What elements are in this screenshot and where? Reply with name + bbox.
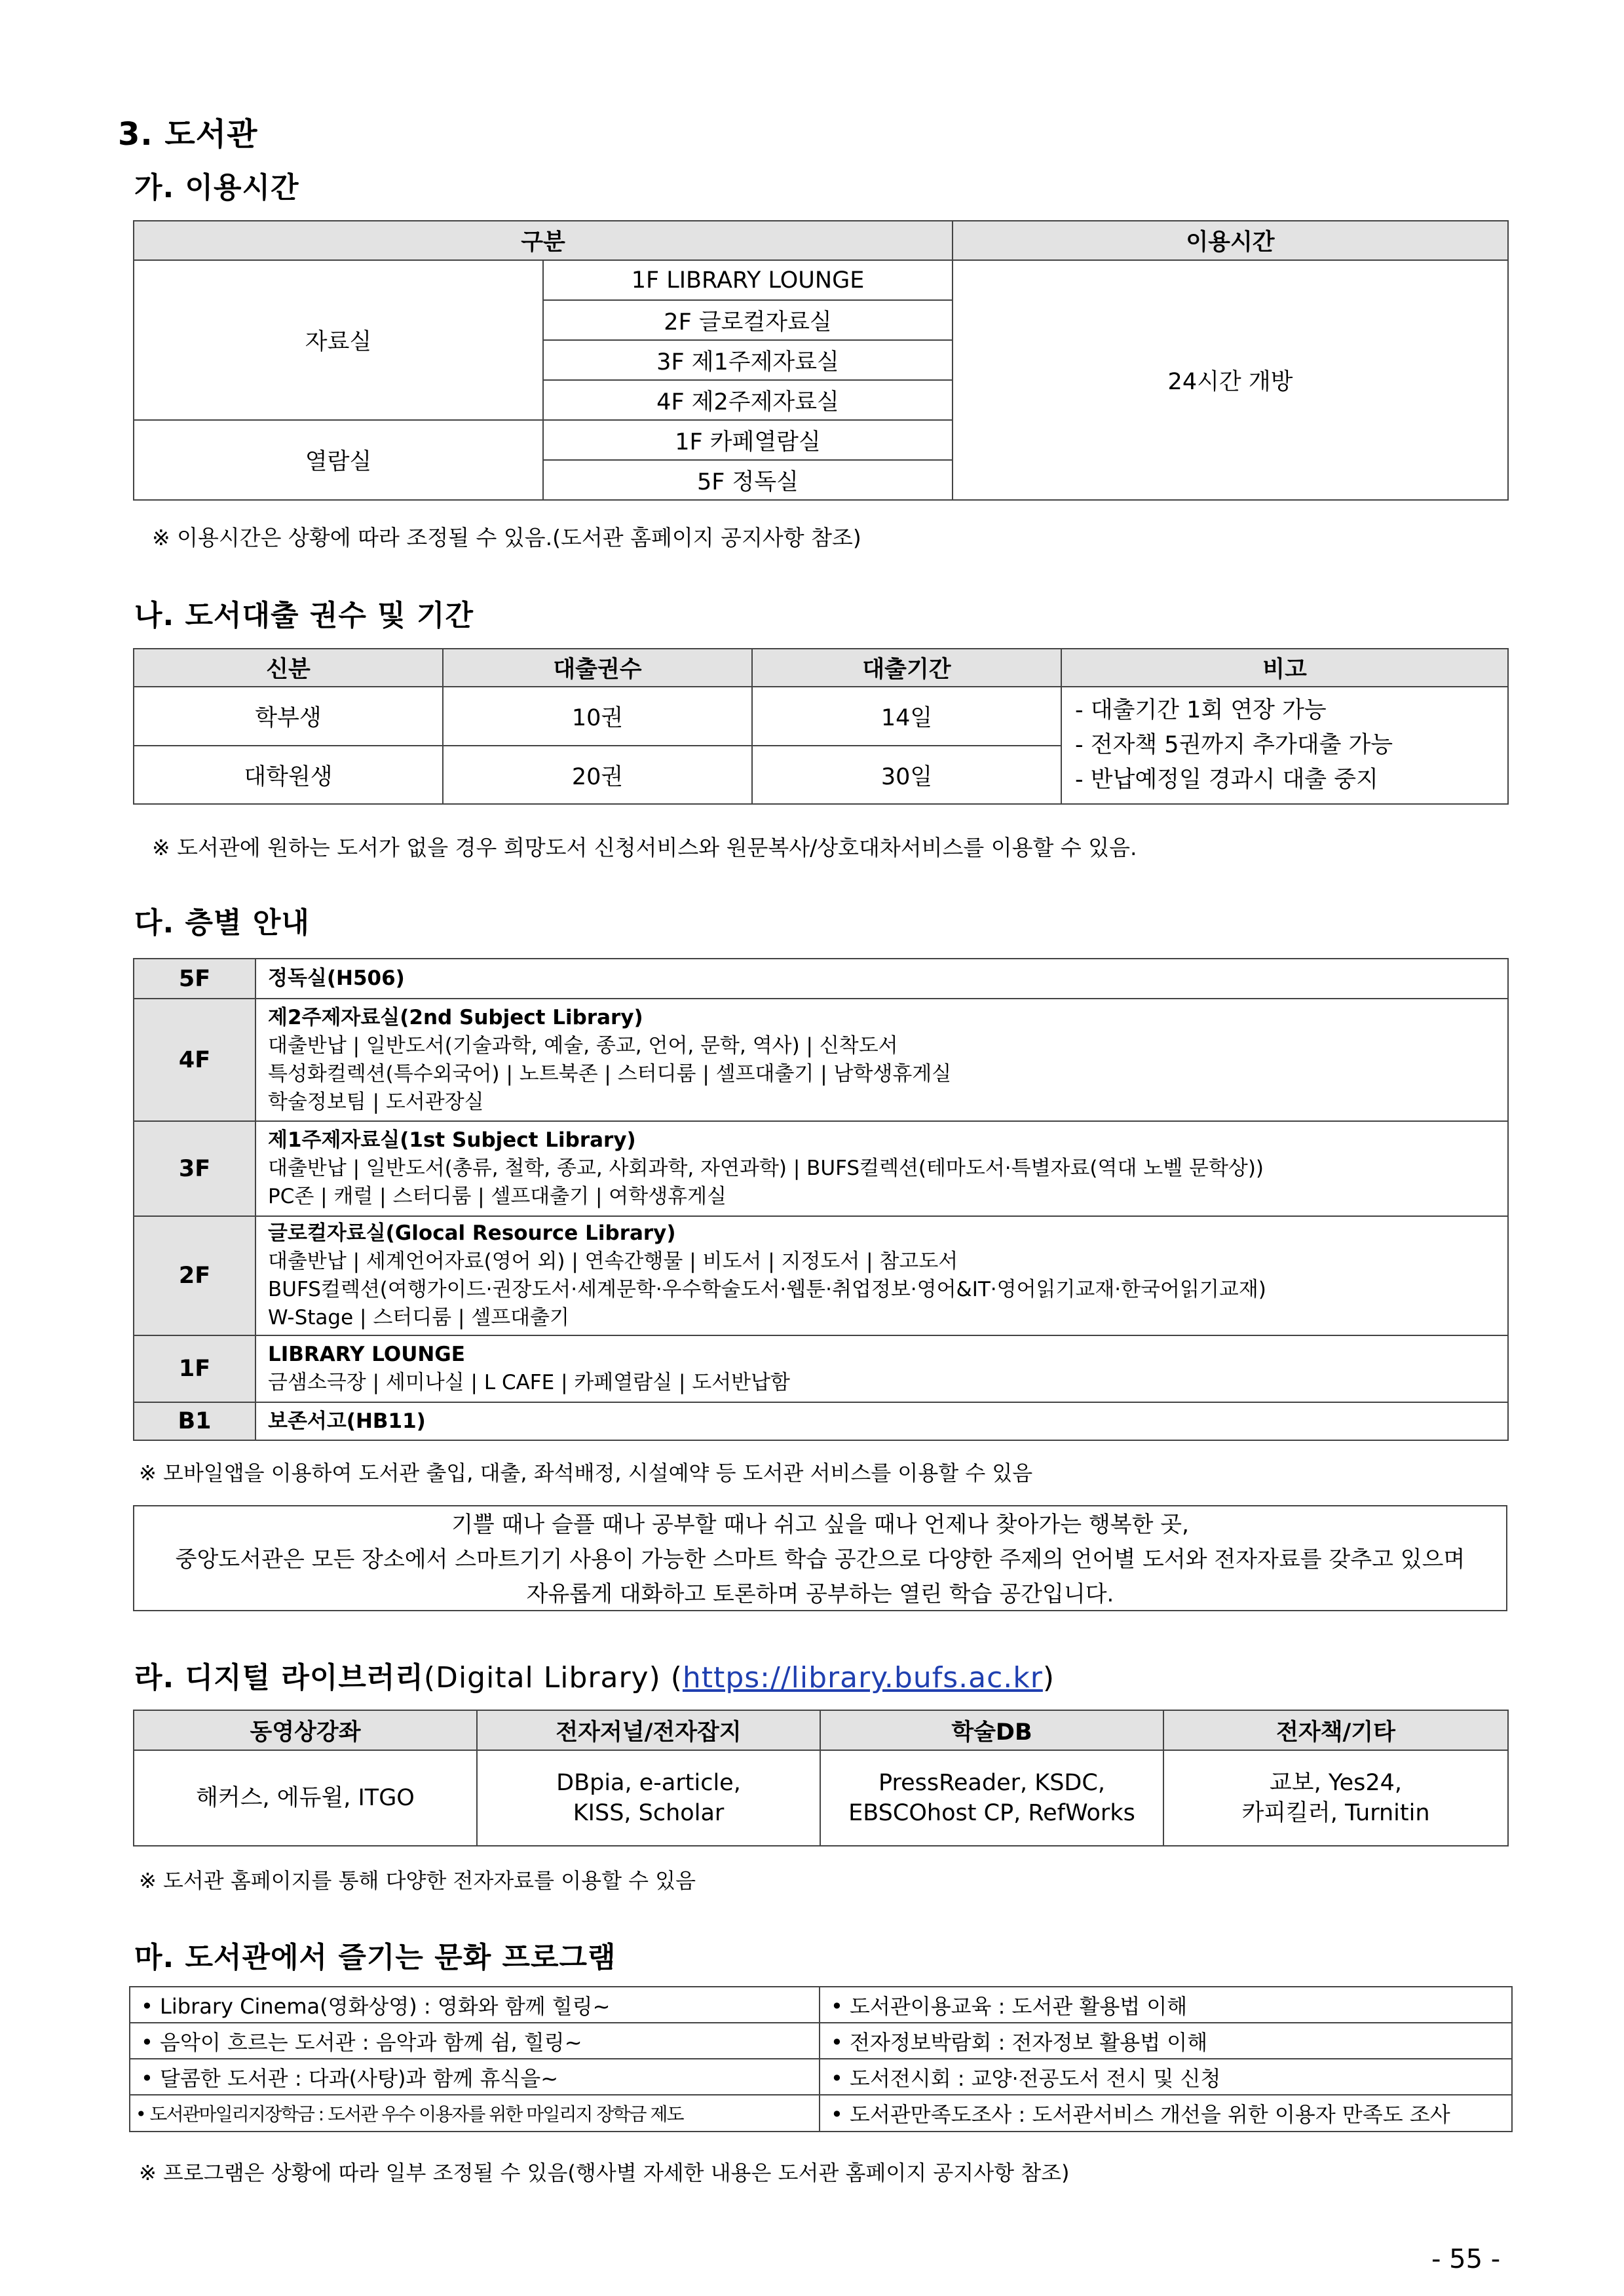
floor-line: 특성화컬렉션(특수외국어) | 노트북존 | 스터디룸 | 셀프대출기 | 남학생휴게실	[268, 1062, 952, 1086]
hours-room: 4F 제2주제자료실	[543, 380, 953, 420]
digital-cell-line: 해커스, 에듀윌, ITGO	[196, 1785, 415, 1811]
floor-label: 2F	[134, 1216, 255, 1335]
library-url-link[interactable]: https://library.bufs.ac.kr	[682, 1661, 1043, 1694]
floor-line: 대출반납 | 세계언어자료(영어 외) | 연속간행물 | 비도서 | 지정도서 | 참고도서	[268, 1250, 958, 1273]
digital-cell-line: DBpia, e-article,	[556, 1770, 741, 1796]
hours-value: 24시간 개방	[953, 260, 1508, 500]
loan-remark: - 대출기간 1회 연장 가능	[1075, 697, 1327, 723]
loan-count: 20권	[443, 746, 752, 804]
floor-desc	[255, 999, 1508, 1121]
digital-heading	[134, 1654, 1055, 1696]
digital-cell	[134, 1750, 477, 1846]
floor-desc	[255, 959, 1508, 999]
floor-title: 제1주제자료실(1st Subject Library)	[268, 1128, 636, 1152]
hours-header-time: 이용시간	[953, 221, 1508, 260]
digital-note: ※ 도서관 홈페이지를 통해 다양한 전자자료를 이용할 수 있음	[139, 1868, 696, 1893]
floor-title: LIBRARY LOUNGE	[268, 1343, 465, 1366]
floor-title: 제2주제자료실(2nd Subject Library)	[268, 1005, 643, 1029]
hours-room: 1F LIBRARY LOUNGE	[543, 260, 953, 300]
digital-title-close: )	[1042, 1661, 1055, 1694]
loan-count: 10권	[443, 687, 752, 746]
floor-line: PC존 | 캐럴 | 스터디룸 | 셀프대출기 | 여학생휴게실	[268, 1185, 727, 1208]
digital-header: 동영상강좌	[134, 1710, 477, 1750]
loan-period: 14일	[752, 687, 1061, 746]
loan-remark: - 전자책 5권까지 추가대출 가능	[1075, 732, 1393, 758]
program-heading: 마. 도서관에서 즐기는 문화 프로그램	[134, 1941, 616, 1974]
digital-header: 전자저널/전자잡지	[477, 1710, 820, 1750]
hours-note: ※ 이용시간은 상황에 따라 조정될 수 있음.(도서관 홈페이지 공지사항 참조)	[152, 525, 861, 550]
quote-line: 기쁠 때나 슬플 때나 공부할 때나 쉬고 싶을 때나 언제나 찾아가는 행복한 곳,	[451, 1512, 1189, 1538]
digital-title-en: (Digital Library) (	[423, 1661, 683, 1694]
floor-heading: 다. 층별 안내	[134, 906, 310, 940]
program-item: • 도서전시회 : 교양·전공도서 전시 및 신청	[820, 2059, 1512, 2095]
floor-line: 대출반납 | 일반도서(기술과학, 예술, 종교, 언어, 문학, 역사) | 신착도서	[268, 1033, 898, 1058]
program-item: • 도서관이용교육 : 도서관 활용법 이해	[820, 1987, 1512, 2023]
hours-group-name: 자료실	[134, 260, 543, 420]
floor-table	[133, 958, 1509, 1441]
floor-label: 1F	[134, 1335, 255, 1402]
floor-line: 대출반납 | 일반도서(총류, 철학, 종교, 사회과학, 자연과학) | BUFS컬렉션(테마도서·특별자료(역대 노벨 문학상))	[268, 1157, 1264, 1180]
floor-desc	[255, 1335, 1508, 1402]
loan-header: 대출권수	[443, 649, 752, 687]
digital-cell-line: 교보, Yes24,	[1269, 1770, 1403, 1796]
library-quote	[133, 1505, 1507, 1611]
hours-table	[133, 220, 1509, 501]
hours-room: 1F 카페열람실	[543, 420, 953, 460]
program-note: ※ 프로그램은 상황에 따라 일부 조정될 수 있음(행사별 자세한 내용은 도서관 홈페이지 공지사항 참조)	[139, 2160, 1070, 2185]
loan-heading: 나. 도서대출 권수 및 기간	[134, 599, 474, 632]
loan-note: ※ 도서관에 원하는 도서가 없을 경우 희망도서 신청서비스와 원문복사/상호대차서비스를 이용할 수 있음.	[152, 835, 1137, 860]
floor-line: BUFS컬렉션(여행가이드·권장도서·세계문학·우수학술도서·웹툰·취업정보·영어&IT·영어읽기교재·한국어읽기교재)	[268, 1278, 1266, 1301]
page-number: - 55 -	[1431, 2244, 1501, 2274]
loan-remarks	[1061, 687, 1508, 804]
loan-table	[133, 648, 1509, 805]
digital-cell-line: 카피킬러, Turnitin	[1241, 1800, 1430, 1826]
digital-cell	[820, 1750, 1163, 1846]
digital-cell-line: EBSCOhost CP, RefWorks	[848, 1800, 1135, 1826]
program-table	[129, 1986, 1513, 2132]
floor-label: 4F	[134, 999, 255, 1121]
digital-cell-line: KISS, Scholar	[573, 1800, 725, 1826]
floor-title: 정독실(H506)	[268, 966, 405, 990]
floor-note: ※ 모바일앱을 이용하여 도서관 출입, 대출, 좌석배정, 시설예약 등 도서관 서비스를 이용할 수 있음	[139, 1461, 1033, 1485]
digital-cell	[477, 1750, 820, 1846]
digital-header: 학술DB	[820, 1710, 1163, 1750]
floor-label: 3F	[134, 1121, 255, 1216]
floor-title: 보존서고(HB11)	[268, 1409, 426, 1433]
digital-header: 전자책/기타	[1163, 1710, 1508, 1750]
loan-header: 비고	[1061, 649, 1508, 687]
program-item: • 음악이 흐르는 도서관 : 음악과 함께 쉼, 힐링~	[130, 2023, 820, 2059]
floor-desc	[255, 1402, 1508, 1440]
hours-room: 5F 정독실	[543, 460, 953, 500]
floor-title: 글로컬자료실(Glocal Resource Library)	[268, 1221, 676, 1245]
quote-line: 자유롭게 대화하고 토론하며 공부하는 열린 학습 공간입니다.	[526, 1581, 1114, 1607]
program-item: • 도서관만족도조사 : 도서관서비스 개선을 위한 이용자 만족도 조사	[820, 2095, 1512, 2132]
loan-who: 대학원생	[134, 746, 443, 804]
floor-line: W-Stage | 스터디룸 | 셀프대출기	[268, 1306, 569, 1330]
floor-desc	[255, 1216, 1508, 1335]
floor-label: B1	[134, 1402, 255, 1440]
digital-title: 라. 디지털 라이브러리	[134, 1661, 424, 1694]
program-item: • 달콤한 도서관 : 다과(사탕)과 함께 휴식을~	[130, 2059, 820, 2095]
loan-remark: - 반납예정일 경과시 대출 중지	[1075, 767, 1378, 793]
loan-period: 30일	[752, 746, 1061, 804]
hours-room: 3F 제1주제자료실	[543, 340, 953, 380]
loan-header: 신분	[134, 649, 443, 687]
program-item: • 전자정보박람회 : 전자정보 활용법 이해	[820, 2023, 1512, 2059]
hours-header-category: 구분	[134, 221, 953, 260]
loan-who: 학부생	[134, 687, 443, 746]
floor-line: 학술정보팀 | 도서관장실	[268, 1090, 484, 1114]
section-title: 3. 도서관	[118, 116, 258, 153]
hours-heading: 가. 이용시간	[134, 171, 299, 204]
floor-label: 5F	[134, 959, 255, 999]
hours-room: 2F 글로컬자료실	[543, 300, 953, 340]
digital-table	[133, 1710, 1509, 1846]
loan-header: 대출기간	[752, 649, 1061, 687]
digital-cell	[1163, 1750, 1508, 1846]
hours-group-name: 열람실	[134, 420, 543, 500]
quote-line: 중앙도서관은 모든 장소에서 스마트기기 사용이 가능한 스마트 학습 공간으로 다양한 주제의 언어별 도서와 전자자료를 갖추고 있으며	[175, 1546, 1465, 1573]
floor-desc	[255, 1121, 1508, 1216]
digital-cell-line: PressReader, KSDC,	[878, 1770, 1105, 1796]
program-item: • 도서관마일리지장학금 : 도서관 우수 이용자를 위한 마일리지 장학금 제도	[130, 2095, 820, 2132]
floor-line: 금샘소극장 | 세미나실 | L CAFE | 카페열람실 | 도서반납함	[268, 1371, 790, 1394]
program-item: • Library Cinema(영화상영) : 영화와 함께 힐링~	[130, 1987, 820, 2023]
